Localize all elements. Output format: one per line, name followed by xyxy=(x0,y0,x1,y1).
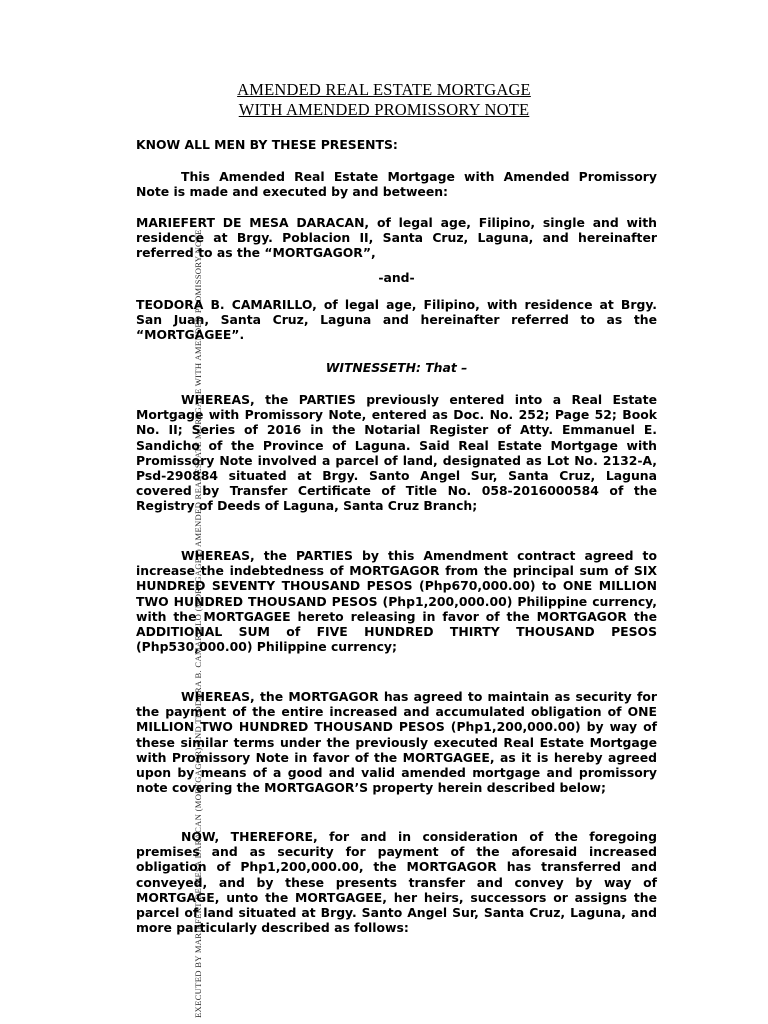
whereas-clause-1: WHEREAS, the PARTIES previously entered into a Real Estate Mortgage with Promissory Note, entered as Doc. No. 252; Page 52; Book No. II; Series of 2016 in the Notarial Register of Atty. Emmanuel E. Sandicho of the Province of Laguna. Said Real Estate Mortgage with Promissory Note involved a parcel of land, designated as Lot No. 2132-A, Psd-290884 situated at Brgy. Santo Angel Sur, Santa Cruz, Laguna covered by Transfer Certificate of Title No. 058-2016000584 of the Registry of Deeds of Laguna, Santa Cruz Branch; xyxy=(136,392,657,514)
margin-stamp: EXECUTED BY MARIEFERT DE MESA DARACAN (MORTGAGOR) AND TEODORA B. CAMARILLO (MORTGAGEE) AMENDED REAL ESTATE MORTGAGE WITH AMENDED PROMISSORY NOTE xyxy=(193,229,203,1018)
opening-line: KNOW ALL MEN BY THESE PRESENTS: xyxy=(136,137,398,152)
whereas-clause-3: WHEREAS, the MORTGAGOR has agreed to maintain as security for the payment of the entire increased and accumulated obligation of ONE MILLION TWO HUNDRED THOUSAND PESOS (Php1,200,000.00) by way of these similar terms under the previously executed Real Estate Mortgage with Promissory Note in favor of the MORTGAGEE, as it is hereby agreed upon by means of a good and valid amended mortgage and promissory note covering the MORTGAGOR’S property herein described below; xyxy=(136,689,657,796)
now-therefore-clause: NOW, THEREFORE, for and in consideration of the foregoing premises and as security for payment of the aforesaid increased obligation of Php1,200,000.00, the MORTGAGOR has transferred and conveyed, and by these presents transfer and convey by way of MORTGAGE, unto the MORTGAGEE, her heirs, successors or assigns the parcel of land situated at Brgy. Santo Angel Sur, Santa Cruz, Laguna, and more particularly described as follows: xyxy=(136,829,657,936)
document-title-line2: WITH AMENDED PROMISSORY NOTE xyxy=(238,100,530,119)
witnesseth-heading: WITNESSETH: That – xyxy=(325,360,468,375)
intro-paragraph: This Amended Real Estate Mortgage with Amended Promissory Note is made and executed by and between: xyxy=(136,169,657,200)
party-mortgagor: MARIEFERT DE MESA DARACAN, of legal age, Filipino, single and with residence at Brgy. Poblacion II, Santa Cruz, Laguna, and hereinafter referred to as the “MORTGAGOR”, xyxy=(136,215,657,261)
whereas-clause-2: WHEREAS, the PARTIES by this Amendment contract agreed to increase the indebtedness of MORTGAGOR from the principal sum of SIX HUNDRED SEVENTY THOUSAND PESOS (Php670,000.00) to ONE MILLION TWO HUNDRED THOUSAND PESOS (Php1,200,000.00) Philippine currency, with the MORTGAGEE hereto releasing in favor of the MORTGAGOR the ADDITIONAL SUM of FIVE HUNDRED THIRTY THOUSAND PESOS (Php530,000.00) Philippine currency; xyxy=(136,548,657,655)
and-separator: -and- xyxy=(378,270,415,285)
document-title-line1: AMENDED REAL ESTATE MORTGAGE xyxy=(237,80,531,99)
party-mortgagee: TEODORA B. CAMARILLO, of legal age, Filipino, with residence at Brgy. San Juan, Santa Cruz, Laguna and hereinafter referred to as the “MORTGAGEE”. xyxy=(136,297,657,343)
